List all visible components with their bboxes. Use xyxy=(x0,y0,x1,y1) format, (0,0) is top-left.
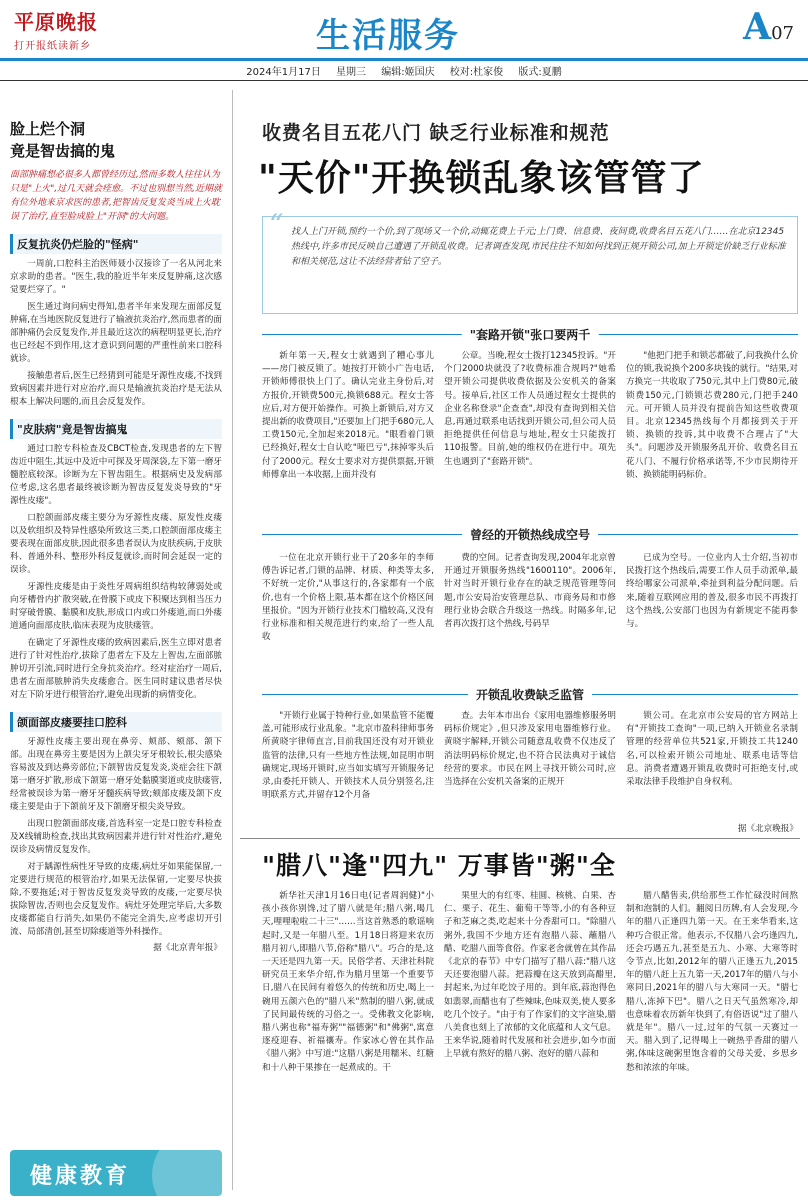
paragraph: 医生通过询问病史得知,患者半年来发现左面部反复肿痛,在当地医院反复进行了输液抗炎治疗,然而患者的面部肿痛仍会反复发作,并且最近这次的病程明显更长,治疗也已经起不到作用,这才意识到问题的严重性前来口腔科就诊。 xyxy=(10,302,222,364)
main-headline: "天价"开换锁乱象该管管了 xyxy=(258,158,705,199)
issue-weekday: 星期三 xyxy=(336,67,367,78)
brand-slogan: 打开报纸读新乡 xyxy=(14,41,91,52)
column xyxy=(444,552,616,670)
paragraph: 公章。当晚,程女士拨打12345投诉。"开个门2000块就没了?收费标准合规吗?"她希望开锁公司提供收费依据及公安机关的备案号。接单后,社区工作人员通过程女士提供的企业名称登录"企查查",却没有查询到相关信息,再通过联系电话找到开锁公司,但公司人员拒绝提供任何信息与地址,程女士只能拨打110报警。目前,她的维权仍在进行中。项先生也遇到了"套路开锁"。 xyxy=(444,351,616,467)
second-headline: "腊八"逢"四九" 万事皆"粥"全 xyxy=(262,851,616,880)
column xyxy=(444,890,616,1196)
masthead xyxy=(0,0,808,66)
main-deck-text: 找人上门开锁,预约一个价,到了现场又一个价,动辄花费上千元;上门费、信息费、夜间费,收费名目五花八门……在北京12345热线中,许多市民反映自己遭遇了开锁乱收费。记者调查发现,市民往往不知如何找到正规开锁公司,加上开锁定价缺乏行业标准和相关规范,这让不法经营者钻了空子。 xyxy=(291,227,786,267)
quote-mark-icon: “ xyxy=(269,208,284,241)
paragraph: 费的空间。记者查询发现,2004年北京曾开通过开锁服务热线"1600110"。2006年,针对当时开锁行业存在的缺乏规范管理等问题,市公安局治安管理总队、市商务局和市修理行业协会联合升级这一热线。时隔多年,记者再次拨打这个热线,号码早 xyxy=(444,553,616,630)
dateline-rule xyxy=(0,80,808,81)
paragraph: "他把门把手和锁芯都破了,问我换什么价位的锁,我说换个200多块钱的就行。"结果,对方换完一共收取了750元,其中上门费80元,破锁费150元,门锁锁芯费280元,门把手240元。可开锁人员并没有提前告知这些收费项目。北京12345热线每个月都接到关于开锁、换锁的投诉,其中收费不合理占了"大头"。问题涉及开锁服务乱开价、收费名目五花八门、不履行价格承诺等,不少市民期待开锁、换锁能明码标价。 xyxy=(626,351,798,480)
paragraph: 新年第一天,程女士就遇到了糟心事儿——房门被反锁了。她按打开锁小广告电话,开锁师傅很快上门了。确认完业主身份后,对方报价,开锁费500元,换锁688元。程女士答应后,对方便开始操作。可换上新锁后,对方又提出新的收费项目,"还要加上门把手680元,人工费150元,全加起来2018元。"眼看着门锁已经换好,程女士自认吃"哑巴亏",抹掉零头后付了2000元。程女士要求对方提供票据,开锁师傅拿出一本收据,上面并没有 xyxy=(262,351,434,480)
left-subhead-2: "皮肤病"竟是智齿搞鬼 xyxy=(10,419,222,439)
section-3-columns xyxy=(262,710,798,820)
column xyxy=(626,890,798,1196)
second-columns xyxy=(262,890,798,1196)
left-subhead-1: 反复抗炎仍烂脸的"怪病" xyxy=(10,234,222,254)
brand-logo-text: 平原晚报 xyxy=(14,10,98,34)
paragraph: 一周前,口腔科主治医师聂小汉接诊了一名从河北来京求助的患者。"医生,我的脸近半年来反复肿痛,这次感觉要烂穿了。" xyxy=(10,259,222,295)
proof-credit: 校对:杜家俊 xyxy=(449,67,504,78)
subhead-bar-3 xyxy=(262,686,798,704)
main-kicker: 收费名目五花八门 缺乏行业标准和规范 xyxy=(262,122,610,144)
left-credit: 据《北京青年报》 xyxy=(153,943,222,953)
masthead-rule xyxy=(0,58,808,61)
column xyxy=(626,710,798,820)
paragraph: 口腔颌面部皮瘘主要分为牙源性皮瘘、原发性皮瘘以及软组织及特异性感染所致这三类,口腔颌面部皮瘘主要表现在面部皮肤,因此很多患者误认为皮肤疾病,于皮肤科、普通外科、整形外科反复就诊,而时间会延误一定的误诊。 xyxy=(10,513,222,575)
paragraph: 接触患者后,医生已经猜到可能是牙源性皮瘘,不找到致病因素并进行对应治疗,而只是输液抗炎治疗是无法从根本上解决问题的,而且会反复发作。 xyxy=(10,371,222,407)
paragraph: "开锁行业属于特种行业,如果监管不能覆盖,可能形成行业乱象。"北京市盈科律师事务所黄晓宇律师直言,目前我国还没有对开锁业监管的法律,只有一些地方性法规,如昆明市明确规定,现场开锁时,应当如实填写开锁服务记录,由委托开锁人、开锁技术人员分别签名,注明联系方式,并留存12个月备 xyxy=(262,711,434,801)
left-lead: 面部肿痛想必很多人都曾经历过,然而多数人往往认为只是"上火",过几天就会痊愈。不过也别想当然,近期就有位外地来京求医的患者,把智齿反复发炎当成上火耽误了治疗,直至脸成脸上"开洞"的大问题。 xyxy=(10,170,223,222)
column xyxy=(444,710,616,820)
paragraph: 锁公司。在北京市公安局的官方网站上有"开锁技工查询"一项,已纳入开锁业名录制管理的经营单位共521家,开锁技工共1240名,可以检索开锁公司地址、联系电话等信息。消费者遭遇开锁乱收费时可拒绝支付,或采取法律手段维护自身权利。 xyxy=(626,711,798,788)
paragraph: 牙源性皮瘘是由于炎性牙周病组织结构较薄弱处或向牙槽骨内扩散突破,在骨膜下或皮下积聚达到相当压力时穿破骨膜、黏膜和皮肤,形成口内或口外瘘道,而口外瘘道通向面部皮肤,临床表现为皮肤瘘管。 xyxy=(10,582,222,631)
paragraph: 新华社天津1月16日电(记者周润健)"小孩小孩你别馋,过了腊八就是年;腊八粥,喝几天,哩哩啦啦二十三"……当这首熟悉的歌谣响起时,又是一年腊八至。1月18日将迎来农历腊月初八,即腊八节,俗称"腊八"。巧合的是,这一天还是四九第一天。民俗学者、天津社科院研究员王来华介绍,作为腊月里第一个重要节日,腊八在民间有着悠久的传统和历史,喝上一碗用五颜六色的"腊八米"熬制的腊八粥,就成了民间最传统的习俗之一。受佛教文化影响,腊八粥也称"福寿粥""福德粥"和"佛粥",寓意逐疫迎春、祈福禳寿。作家冰心曾在其作品《腊八粥》中写道:"这腊八粥是用糯米、红糖和十八种干果掺在一起煮成的。干 xyxy=(262,891,434,1073)
column xyxy=(262,890,434,1196)
paragraph: 腊八醋售卖,供给那些工作忙碌没时间熬制和泡制的人们。翻阅日历牌,有人会发现,今年的腊八正逢四九第一天。在王来华看来,这种巧合很正常。他表示,不仅腊八会巧逢四九,还会巧遇五九,甚至是五九、小寒、大寒等时令节点,比如,2012年的腊八正逢五九,2015年的腊八赶上五九第一天,2017年的腊八与小寒同日,2021年的腊八与大寒同一天。"腊七腊八,冻掉下巴"。腊八之日天气虽然寒冷,却也意味着农历新年快到了,有俗语说"过了腊八就是年"。腊八一过,过年的气氛一天赛过一天。腊入到了,记得喝上一碗热乎香甜的腊八粥,体味这碗粥里饱含着的父母关爱、乡思乡愁和浓浓的年味。 xyxy=(626,891,798,1073)
page-digits: 07 xyxy=(771,23,794,44)
issue-date: 2024年1月17日 xyxy=(246,67,321,78)
health-banner-label: 健康教育 xyxy=(30,1164,131,1189)
article-divider xyxy=(240,838,800,839)
subhead-3: 开锁乱收费缺乏监管 xyxy=(468,686,592,703)
subhead-2: 曾经的开锁热线成空号 xyxy=(462,526,598,543)
editor-credit: 编辑:姬国庆 xyxy=(381,67,435,78)
column xyxy=(262,552,434,670)
subhead-1: "套路开锁"张口要两千 xyxy=(462,326,599,343)
paragraph: 查。去年本市出台《家用电器维修服务明码标价规定》,但只涉及家用电器维修行业。黄晓宇解释,开锁公司随意乱收费不仅违反了消法明码标价规定,也不符合民法典对于诚信经营的要求。市民在网上寻找开锁公司时,应当选择在公安机关备案的正规开 xyxy=(444,711,616,788)
section-1-columns xyxy=(262,350,798,498)
column xyxy=(444,350,616,498)
health-education-banner xyxy=(10,1150,222,1196)
main-deck xyxy=(262,208,798,314)
column xyxy=(626,350,798,498)
paragraph: 出现口腔颌面部皮瘘,首选科室一定是口腔专科检查及X线辅助检查,找出其致病因素并进行针对性治疗,避免误诊及病情反复发作。 xyxy=(10,819,222,855)
paragraph: 一位在北京开锁行业干了20多年的李师傅告诉记者,门锁的品牌、材质、种类等太多,不好统一定价,"从事这行的,各家都有一个底价,也有一个价格上限,基本都在这个价格区间里报价。"因为开锁行业技术门槛较高,又没有行业标准和相关规范进行约束,给了一些人乱收 xyxy=(262,553,434,643)
paragraph: 在确定了牙源性皮瘘的致病因素后,医生立即对患者进行了针对性治疗,拔除了患者左下及左上智齿,左面部脓肿切开引流,同时进行全身抗炎治疗。经对症治疗一周后,患者左面部脓肿消失皮瘘愈合。医生同时建议患者尽快对左下阶牙进行根管治疗,避免出现新的病情变化。 xyxy=(10,638,222,700)
column xyxy=(262,710,434,820)
main-credit: 据《北京晚报》 xyxy=(737,824,798,834)
section-title: 生活服务 xyxy=(316,16,460,56)
column xyxy=(262,350,434,498)
subhead-bar-1 xyxy=(262,326,798,344)
section-2-columns xyxy=(262,552,798,670)
left-headline-line2: 竟是智齿搞的鬼 xyxy=(10,142,116,160)
column-divider xyxy=(232,90,233,1190)
design-credit: 版式:夏鹏 xyxy=(518,67,562,78)
left-headline-line1: 脸上烂个洞 xyxy=(10,120,86,138)
newspaper-brand xyxy=(14,6,124,52)
paragraph: 果里大的有红枣、桂圆、核桃、白果、杏仁、栗子、花生、葡萄干等等,小的有各种豆子和芝麻之类,吃起来十分香甜可口。"除腊八粥外,我国不少地方还有泡腊八蒜、蘸腊八醋、吃腊八面等食俗。作家老舍就曾在其作品《北京的春节》中专门描写了腊八蒜:"腊八这天还要泡腊八蒜。把蒜瓣在这天放到高醋里,封起来,为过年吃饺子用的。到年底,蒜泡得色如翡翠,而醋也有了些辣味,色味双美,使人要多吃几个饺子。"由于有了作家们的文字渲染,腊八美食也刻上了浓郁的文化底蕴和人文气息。王来华说,随着时代发展和社会进步,如今市面上早就有熬好的腊八粥、泡好的腊八蒜和 xyxy=(444,891,616,1060)
paragraph: 通过口腔专科检查及CBCT检查,发现患者的左下智齿近中阻生,其远中及近中可探及牙周深袋,左下第一磨牙髓腔底较深。诊断为左下智齿阻生。根据病史及发病部位考虑,这名患者最终被诊断为智齿反复发炎导致的"牙源性皮瘘"。 xyxy=(10,444,222,506)
paragraph: 牙源性皮瘘主要出现在鼻旁、颊部、颏部、颌下部。出现在鼻旁主要是因为上颌尖牙牙根较长,根尖感染容易波及到达鼻旁部位;下颌智齿反复发炎,炎症会往下颌第一磨牙扩散,形成下颌第一磨牙处黏膜窦道或皮肤瘘管,经常被误诊为第一磨牙牙髓疾病导致;颏部皮瘘及颌下皮瘘主要是由于下颌前牙及下颌磨牙根尖炎导致。 xyxy=(10,737,222,812)
page-letter: A xyxy=(743,6,772,48)
left-article xyxy=(10,118,222,953)
left-subhead-3: 颌面部皮瘘要挂口腔科 xyxy=(10,712,222,732)
page-number xyxy=(743,6,794,48)
paragraph: 对于龋源性病性牙导致的皮瘘,病灶牙如果能保留,一定要进行规范的根管治疗,如果无法保留,一定要尽快拔除,不要拖延;对于智齿反复发炎导致的皮瘘,一定要尽快拔除智齿,否则也会反复发作。病灶牙处理完毕后,大多数皮瘘都能自行消失,如果仍不能完全消失,应考虑切开引流、局部清创,甚至切除瘘道等外科操作。 xyxy=(10,862,222,937)
dateline xyxy=(0,63,808,78)
column xyxy=(626,552,798,670)
subhead-bar-2 xyxy=(262,526,798,544)
paragraph: 已成为空号。一位业内人士介绍,当初市民拨打这个热线后,需要工作人员手动派单,最终给哪家公司派单,牵扯到利益分配问题。后来,随着互联网应用的普及,很多市民不再拨打这个热线,公安部门也因为有新规定不能再参与。 xyxy=(626,553,798,630)
